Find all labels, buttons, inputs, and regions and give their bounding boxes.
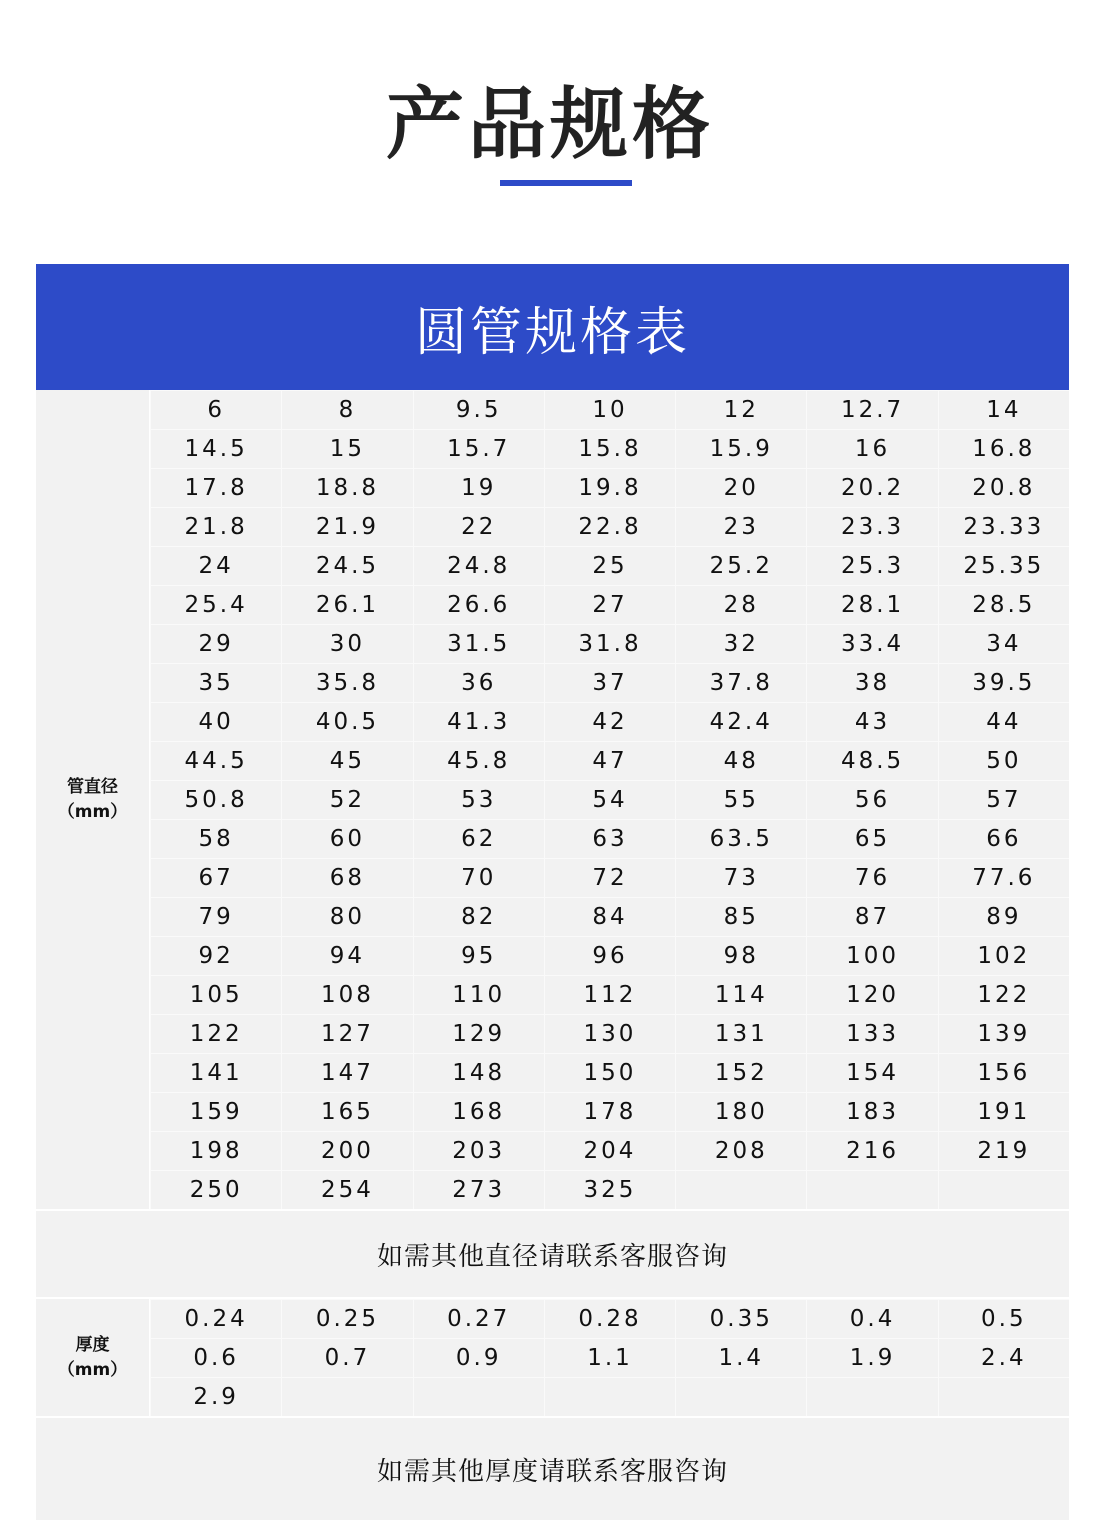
table-cell: 50 [938, 742, 1069, 780]
table-cell: 0.27 [413, 1300, 544, 1338]
table-cell: 41.3 [413, 703, 544, 741]
table-cell: 20 [675, 469, 806, 507]
table-cell: 62 [413, 820, 544, 858]
table-cell: 100 [806, 937, 937, 975]
table-cell: 30 [281, 625, 412, 663]
table-cell: 35 [150, 664, 281, 702]
table-cell: 114 [675, 976, 806, 1014]
table-cell: 122 [938, 976, 1069, 1014]
thickness-note: 如需其他厚度请联系客服咨询 [376, 1456, 728, 1487]
table-cell: 24.8 [413, 547, 544, 585]
table-cell: 12.7 [806, 391, 937, 429]
table-cell: 15.8 [544, 430, 675, 468]
table-cell: 52 [281, 781, 412, 819]
table-row [150, 663, 1069, 702]
table-cell: 76 [806, 859, 937, 897]
table-cell: 47 [544, 742, 675, 780]
table-cell: 22 [413, 508, 544, 546]
table-cell: 141 [150, 1054, 281, 1092]
table-cell: 17.8 [150, 469, 281, 507]
table-cell [806, 1171, 937, 1209]
table-cell: 84 [544, 898, 675, 936]
table-cell: 150 [544, 1054, 675, 1092]
table-cell: 21.8 [150, 508, 281, 546]
table-cell: 183 [806, 1093, 937, 1131]
title-underline [500, 180, 632, 186]
table-cell: 32 [675, 625, 806, 663]
table-cell: 14.5 [150, 430, 281, 468]
table-cell [938, 1378, 1069, 1416]
table-cell: 110 [413, 976, 544, 1014]
table-row [150, 975, 1069, 1014]
table-cell: 28.1 [806, 586, 937, 624]
table-cell: 0.9 [413, 1339, 544, 1377]
diameter-label [36, 390, 150, 1209]
table-row [150, 585, 1069, 624]
table-cell: 65 [806, 820, 937, 858]
table-cell: 57 [938, 781, 1069, 819]
table-cell: 37 [544, 664, 675, 702]
diameter-unit: （mm） [57, 801, 128, 822]
table-cell: 92 [150, 937, 281, 975]
table-row [150, 1092, 1069, 1131]
table-row [150, 390, 1069, 429]
table-cell: 122 [150, 1015, 281, 1053]
table-cell: 70 [413, 859, 544, 897]
table-cell: 152 [675, 1054, 806, 1092]
table-cell: 87 [806, 898, 937, 936]
table-cell: 139 [938, 1015, 1069, 1053]
table-cell: 200 [281, 1132, 412, 1170]
table-cell: 89 [938, 898, 1069, 936]
table-row [150, 702, 1069, 741]
table-cell: 129 [413, 1015, 544, 1053]
table-cell: 112 [544, 976, 675, 1014]
table-row [150, 1377, 1069, 1416]
table-cell: 63.5 [675, 820, 806, 858]
table-row [150, 429, 1069, 468]
diameter-section [36, 390, 1069, 1211]
spec-table [36, 390, 1069, 1520]
table-cell: 148 [413, 1054, 544, 1092]
table-cell: 127 [281, 1015, 412, 1053]
table-cell: 28.5 [938, 586, 1069, 624]
table-cell: 85 [675, 898, 806, 936]
table-cell: 273 [413, 1171, 544, 1209]
table-row [150, 1053, 1069, 1092]
table-cell: 82 [413, 898, 544, 936]
page-title: 产品规格 [385, 80, 714, 170]
table-cell: 8 [281, 391, 412, 429]
thickness-unit: （mm） [57, 1359, 128, 1380]
table-cell: 55 [675, 781, 806, 819]
table-cell: 159 [150, 1093, 281, 1131]
table-cell: 44 [938, 703, 1069, 741]
thickness-label [36, 1299, 150, 1416]
table-cell: 48 [675, 742, 806, 780]
table-row [150, 1338, 1069, 1377]
table-cell: 204 [544, 1132, 675, 1170]
table-cell: 203 [413, 1132, 544, 1170]
table-cell: 9.5 [413, 391, 544, 429]
table-cell: 38 [806, 664, 937, 702]
table-cell: 0.4 [806, 1300, 937, 1338]
diameter-label-text: 管直径 [67, 776, 118, 797]
table-cell: 208 [675, 1132, 806, 1170]
table-cell: 22.8 [544, 508, 675, 546]
table-cell: 1.4 [675, 1339, 806, 1377]
table-cell: 198 [150, 1132, 281, 1170]
table-cell: 33.4 [806, 625, 937, 663]
table-cell: 21.9 [281, 508, 412, 546]
thickness-grid [150, 1299, 1069, 1416]
table-cell: 25.2 [675, 547, 806, 585]
table-cell [281, 1378, 412, 1416]
table-cell: 42.4 [675, 703, 806, 741]
table-cell: 35.8 [281, 664, 412, 702]
table-cell: 54 [544, 781, 675, 819]
table-row [150, 858, 1069, 897]
table-cell: 44.5 [150, 742, 281, 780]
table-row [150, 1170, 1069, 1209]
table-cell: 105 [150, 976, 281, 1014]
table-cell: 25.4 [150, 586, 281, 624]
table-cell: 25.35 [938, 547, 1069, 585]
table-cell [675, 1171, 806, 1209]
table-cell: 0.28 [544, 1300, 675, 1338]
table-cell: 45.8 [413, 742, 544, 780]
table-cell: 15 [281, 430, 412, 468]
table-cell: 34 [938, 625, 1069, 663]
table-cell: 68 [281, 859, 412, 897]
table-cell: 0.25 [281, 1300, 412, 1338]
table-cell: 66 [938, 820, 1069, 858]
table-cell: 154 [806, 1054, 937, 1092]
table-cell: 40 [150, 703, 281, 741]
table-cell: 43 [806, 703, 937, 741]
table-cell [544, 1378, 675, 1416]
table-row [150, 546, 1069, 585]
table-cell: 19.8 [544, 469, 675, 507]
table-cell: 80 [281, 898, 412, 936]
table-cell: 31.5 [413, 625, 544, 663]
table-cell [938, 1171, 1069, 1209]
table-cell: 56 [806, 781, 937, 819]
table-cell: 26.6 [413, 586, 544, 624]
table-cell: 31.8 [544, 625, 675, 663]
table-row [150, 507, 1069, 546]
table-cell: 45 [281, 742, 412, 780]
table-cell: 102 [938, 937, 1069, 975]
table-row [150, 624, 1069, 663]
table-cell: 0.6 [150, 1339, 281, 1377]
diameter-note: 如需其他直径请联系客服咨询 [36, 1211, 1069, 1299]
table-cell: 36 [413, 664, 544, 702]
table-cell: 73 [675, 859, 806, 897]
table-cell: 24.5 [281, 547, 412, 585]
table-cell: 98 [675, 937, 806, 975]
table-cell: 77.6 [938, 859, 1069, 897]
table-cell: 58 [150, 820, 281, 858]
table-cell: 133 [806, 1015, 937, 1053]
table-cell [413, 1378, 544, 1416]
table-cell: 23 [675, 508, 806, 546]
table-cell: 50.8 [150, 781, 281, 819]
table-cell: 19 [413, 469, 544, 507]
table-row [150, 468, 1069, 507]
table-row [150, 936, 1069, 975]
table-cell: 28 [675, 586, 806, 624]
table-cell: 48.5 [806, 742, 937, 780]
table-cell: 191 [938, 1093, 1069, 1131]
table-cell: 79 [150, 898, 281, 936]
table-cell: 42 [544, 703, 675, 741]
table-cell: 15.7 [413, 430, 544, 468]
thickness-section [36, 1299, 1069, 1418]
table-cell: 16 [806, 430, 937, 468]
table-cell: 29 [150, 625, 281, 663]
table-cell [806, 1378, 937, 1416]
table-cell: 63 [544, 820, 675, 858]
table-cell: 156 [938, 1054, 1069, 1092]
table-cell: 94 [281, 937, 412, 975]
table-cell: 1.1 [544, 1339, 675, 1377]
table-row [150, 1131, 1069, 1170]
table-cell: 23.3 [806, 508, 937, 546]
table-cell: 26.1 [281, 586, 412, 624]
table-cell: 216 [806, 1132, 937, 1170]
table-cell: 14 [938, 391, 1069, 429]
table-cell: 24 [150, 547, 281, 585]
table-title: 圆管规格表 [36, 264, 1069, 390]
table-cell: 37.8 [675, 664, 806, 702]
table-cell [675, 1378, 806, 1416]
table-cell: 0.5 [938, 1300, 1069, 1338]
table-cell: 16.8 [938, 430, 1069, 468]
table-cell: 2.4 [938, 1339, 1069, 1377]
table-cell: 1.9 [806, 1339, 937, 1377]
diameter-grid [150, 390, 1069, 1209]
table-cell: 131 [675, 1015, 806, 1053]
table-cell: 0.7 [281, 1339, 412, 1377]
table-cell: 180 [675, 1093, 806, 1131]
table-cell: 27 [544, 586, 675, 624]
table-cell: 2.9 [150, 1378, 281, 1416]
thickness-label-text: 厚度 [75, 1334, 110, 1355]
table-cell: 60 [281, 820, 412, 858]
table-cell: 108 [281, 976, 412, 1014]
table-row [150, 819, 1069, 858]
table-cell: 96 [544, 937, 675, 975]
table-cell: 178 [544, 1093, 675, 1131]
table-row [150, 1299, 1069, 1338]
table-cell: 40.5 [281, 703, 412, 741]
table-cell: 325 [544, 1171, 675, 1209]
table-cell: 0.35 [675, 1300, 806, 1338]
table-cell: 12 [675, 391, 806, 429]
table-cell: 120 [806, 976, 937, 1014]
table-cell: 165 [281, 1093, 412, 1131]
table-cell: 15.9 [675, 430, 806, 468]
table-cell: 39.5 [938, 664, 1069, 702]
table-cell: 10 [544, 391, 675, 429]
table-cell: 23.33 [938, 508, 1069, 546]
table-row [150, 780, 1069, 819]
table-cell: 25 [544, 547, 675, 585]
table-cell: 130 [544, 1015, 675, 1053]
table-cell: 25.3 [806, 547, 937, 585]
table-cell: 53 [413, 781, 544, 819]
table-cell: 168 [413, 1093, 544, 1131]
table-cell: 0.24 [150, 1300, 281, 1338]
table-row [150, 741, 1069, 780]
table-cell: 219 [938, 1132, 1069, 1170]
table-cell: 6 [150, 391, 281, 429]
table-cell: 147 [281, 1054, 412, 1092]
table-cell: 254 [281, 1171, 412, 1209]
table-cell: 67 [150, 859, 281, 897]
table-cell: 18.8 [281, 469, 412, 507]
table-cell: 72 [544, 859, 675, 897]
table-row [150, 897, 1069, 936]
table-cell: 250 [150, 1171, 281, 1209]
table-cell: 20.8 [938, 469, 1069, 507]
table-cell: 20.2 [806, 469, 937, 507]
table-cell: 95 [413, 937, 544, 975]
table-row [150, 1014, 1069, 1053]
